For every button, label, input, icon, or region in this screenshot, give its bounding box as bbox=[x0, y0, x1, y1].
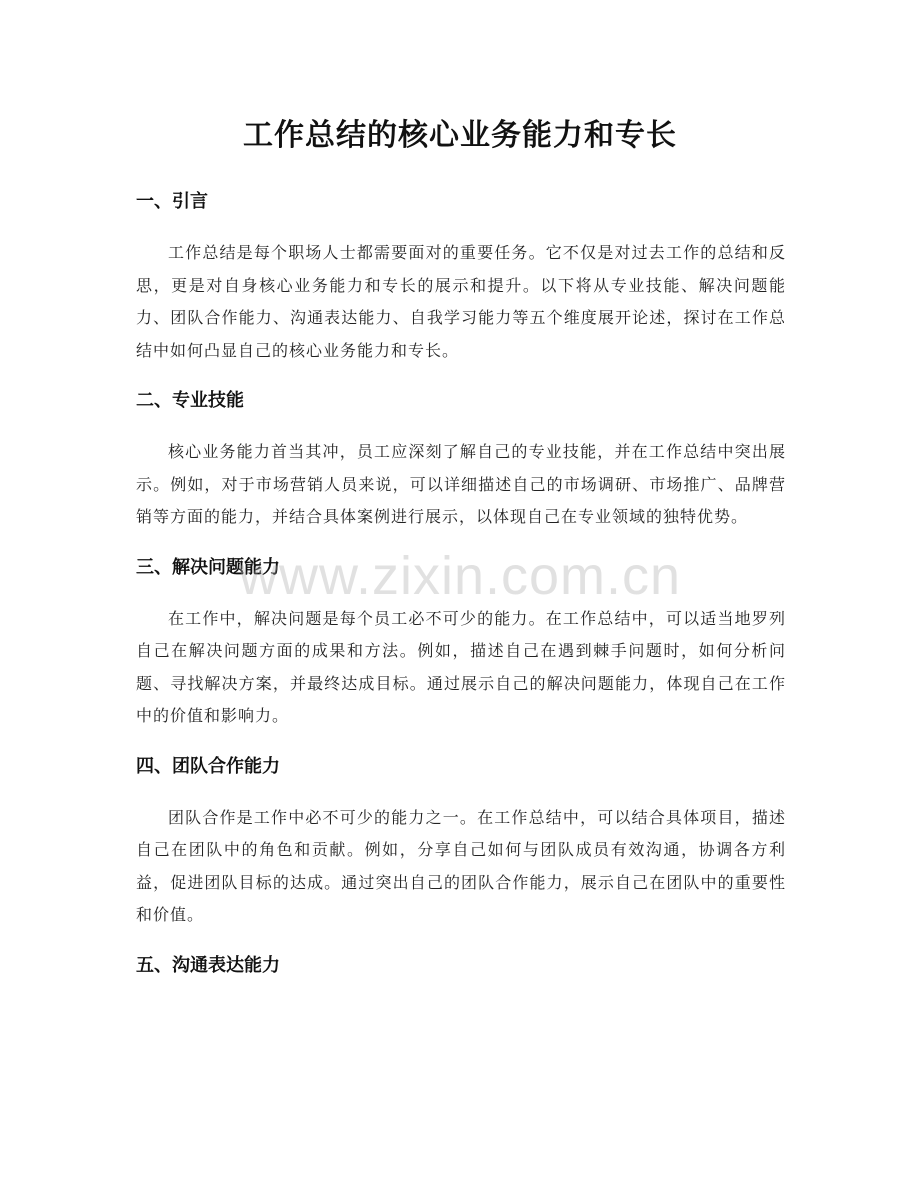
section-heading: 三、解决问题能力 bbox=[136, 556, 280, 578]
section-heading: 一、引言 bbox=[136, 191, 208, 212]
section-heading: 五、沟通表达能力 bbox=[136, 954, 280, 976]
section-problem-solving bbox=[136, 552, 786, 733]
section-heading: 四、团队合作能力 bbox=[136, 755, 280, 777]
watermark: www.zixin.com.cn bbox=[238, 546, 682, 606]
section-heading: 二、专业技能 bbox=[136, 390, 244, 411]
section-communication bbox=[136, 950, 786, 982]
section-paragraph: 核心业务能力首当其冲，员工应深刻了解自己的专业技能，并在工作总结中突出展示。例如，对于市场营销人员来说，可以详细描述自己的市场调研、市场推广、品牌营销等方面的能力，并结合具体案例进行展示，以体现自己在专业领域的独特优势。 bbox=[136, 442, 786, 526]
section-paragraph: 团队合作是工作中必不可少的能力之一。在工作总结中，可以结合具体项目，描述自己在团队中的角色和贡献。例如，分享自己如何与团队成员有效沟通，协调各方利益，促进团队目标的达成。通过突出自己的团队合作能力，展示自己在团队中的重要性和价值。 bbox=[136, 807, 786, 924]
document-body bbox=[136, 186, 786, 982]
page-title: 工作总结的核心业务能力和专长 bbox=[243, 118, 677, 153]
section-teamwork bbox=[136, 751, 786, 932]
section-paragraph: 工作总结是每个职场人士都需要面对的重要任务。它不仅是对过去工作的总结和反思，更是对自身核心业务能力和专长的展示和提升。以下将从专业技能、解决问题能力、团队合作能力、沟通表达能力、自我学习能力等五个维度展开论述，探讨在工作总结中如何凸显自己的核心业务能力和专长。 bbox=[136, 243, 786, 360]
section-professional-skills bbox=[136, 385, 786, 534]
section-introduction bbox=[136, 186, 786, 367]
section-paragraph: 在工作中，解决问题是每个员工必不可少的能力。在工作总结中，可以适当地罗列自己在解决问题方面的成果和方法。例如，描述自己在遇到棘手问题时，如何分析问题、寻找解决方案，并最终达成目标。通过展示自己的解决问题能力，体现自己在工作中的价值和影响力。 bbox=[136, 608, 786, 725]
